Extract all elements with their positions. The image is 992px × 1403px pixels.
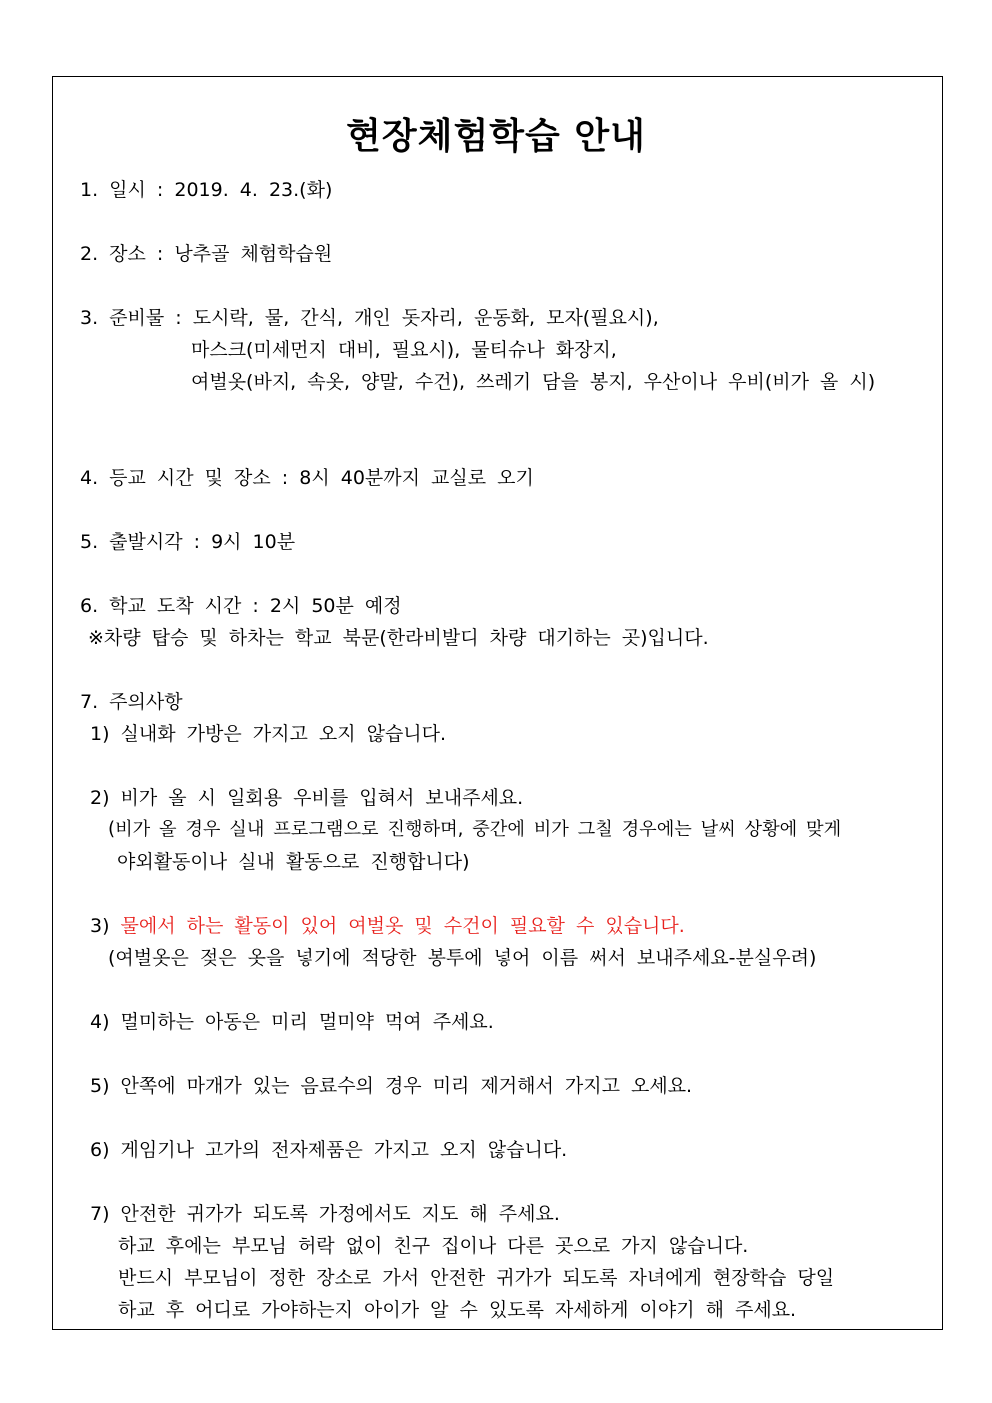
- item-departure: 5. 출발시각 : 9시 10분: [80, 531, 296, 553]
- caution-4: 4) 멀미하는 아동은 미리 멀미약 먹여 주세요.: [90, 1011, 494, 1033]
- item-supplies-line-3: 여벌옷(바지, 속옷, 양말, 수건), 쓰레기 담을 봉지, 우산이나 우비(비가 올 시): [191, 371, 876, 393]
- caution-3-highlight: 물에서 하는 활동이 있어 여벌옷 및 수건이 필요할 수 있습니다.: [120, 915, 685, 937]
- item-return-note: ※차량 탑승 및 하차는 학교 북문(한라비발디 차량 대기하는 곳)입니다.: [88, 627, 709, 649]
- caution-3-note: (여벌옷은 젖은 옷을 넣기에 적당한 봉투에 넣어 이름 써서 보내주세요-분실우려): [108, 947, 817, 969]
- caution-7-line-2: 하교 후에는 부모님 허락 없이 친구 집이나 다른 곳으로 가지 않습니다.: [118, 1235, 749, 1257]
- item-return: 6. 학교 도착 시간 : 2시 50분 예정: [80, 595, 402, 617]
- caution-1: 1) 실내화 가방은 가지고 오지 않습니다.: [90, 723, 447, 745]
- caution-2-note-line-1: (비가 올 경우 실내 프로그램으로 진행하며, 중간에 비가 그칠 경우에는 날씨 상황에 맞게: [108, 819, 842, 840]
- caution-2: 2) 비가 올 시 일회용 우비를 입혀서 보내주세요.: [90, 787, 524, 809]
- caution-3: [90, 913, 685, 939]
- page-title: 현장체험학습 안내: [346, 116, 646, 157]
- item-place: 2. 장소 : 낭추골 체험학습원: [80, 243, 333, 265]
- item-date: 1. 일시 : 2019. 4. 23.(화): [80, 179, 333, 201]
- caution-7-line-3: 반드시 부모님이 정한 장소로 가서 안전한 귀가가 되도록 자녀에게 현장학습 당일: [118, 1267, 835, 1289]
- caution-7: 7) 안전한 귀가가 되도록 가정에서도 지도 해 주세요.: [90, 1203, 560, 1225]
- caution-2-note-line-2: 야외활동이나 실내 활동으로 진행합니다): [117, 851, 470, 873]
- caution-3-number: 3): [90, 915, 121, 937]
- item-arrival: 4. 등교 시간 및 장소 : 8시 40분까지 교실로 오기: [80, 467, 534, 489]
- caution-6: 6) 게임기나 고가의 전자제품은 가지고 오지 않습니다.: [90, 1139, 568, 1161]
- caution-7-line-4: 하교 후 어디로 가야하는지 아이가 알 수 있도록 자세하게 이야기 해 주세요.: [118, 1299, 797, 1321]
- cautions-heading: 7. 주의사항: [80, 691, 183, 713]
- item-supplies-line-2: 마스크(미세먼지 대비, 필요시), 물티슈나 화장지,: [191, 339, 617, 361]
- item-supplies-line-1: 3. 준비물 : 도시락, 물, 간식, 개인 돗자리, 운동화, 모자(필요시),: [80, 307, 659, 329]
- caution-5: 5) 안쪽에 마개가 있는 음료수의 경우 미리 제거해서 가지고 오세요.: [90, 1075, 693, 1097]
